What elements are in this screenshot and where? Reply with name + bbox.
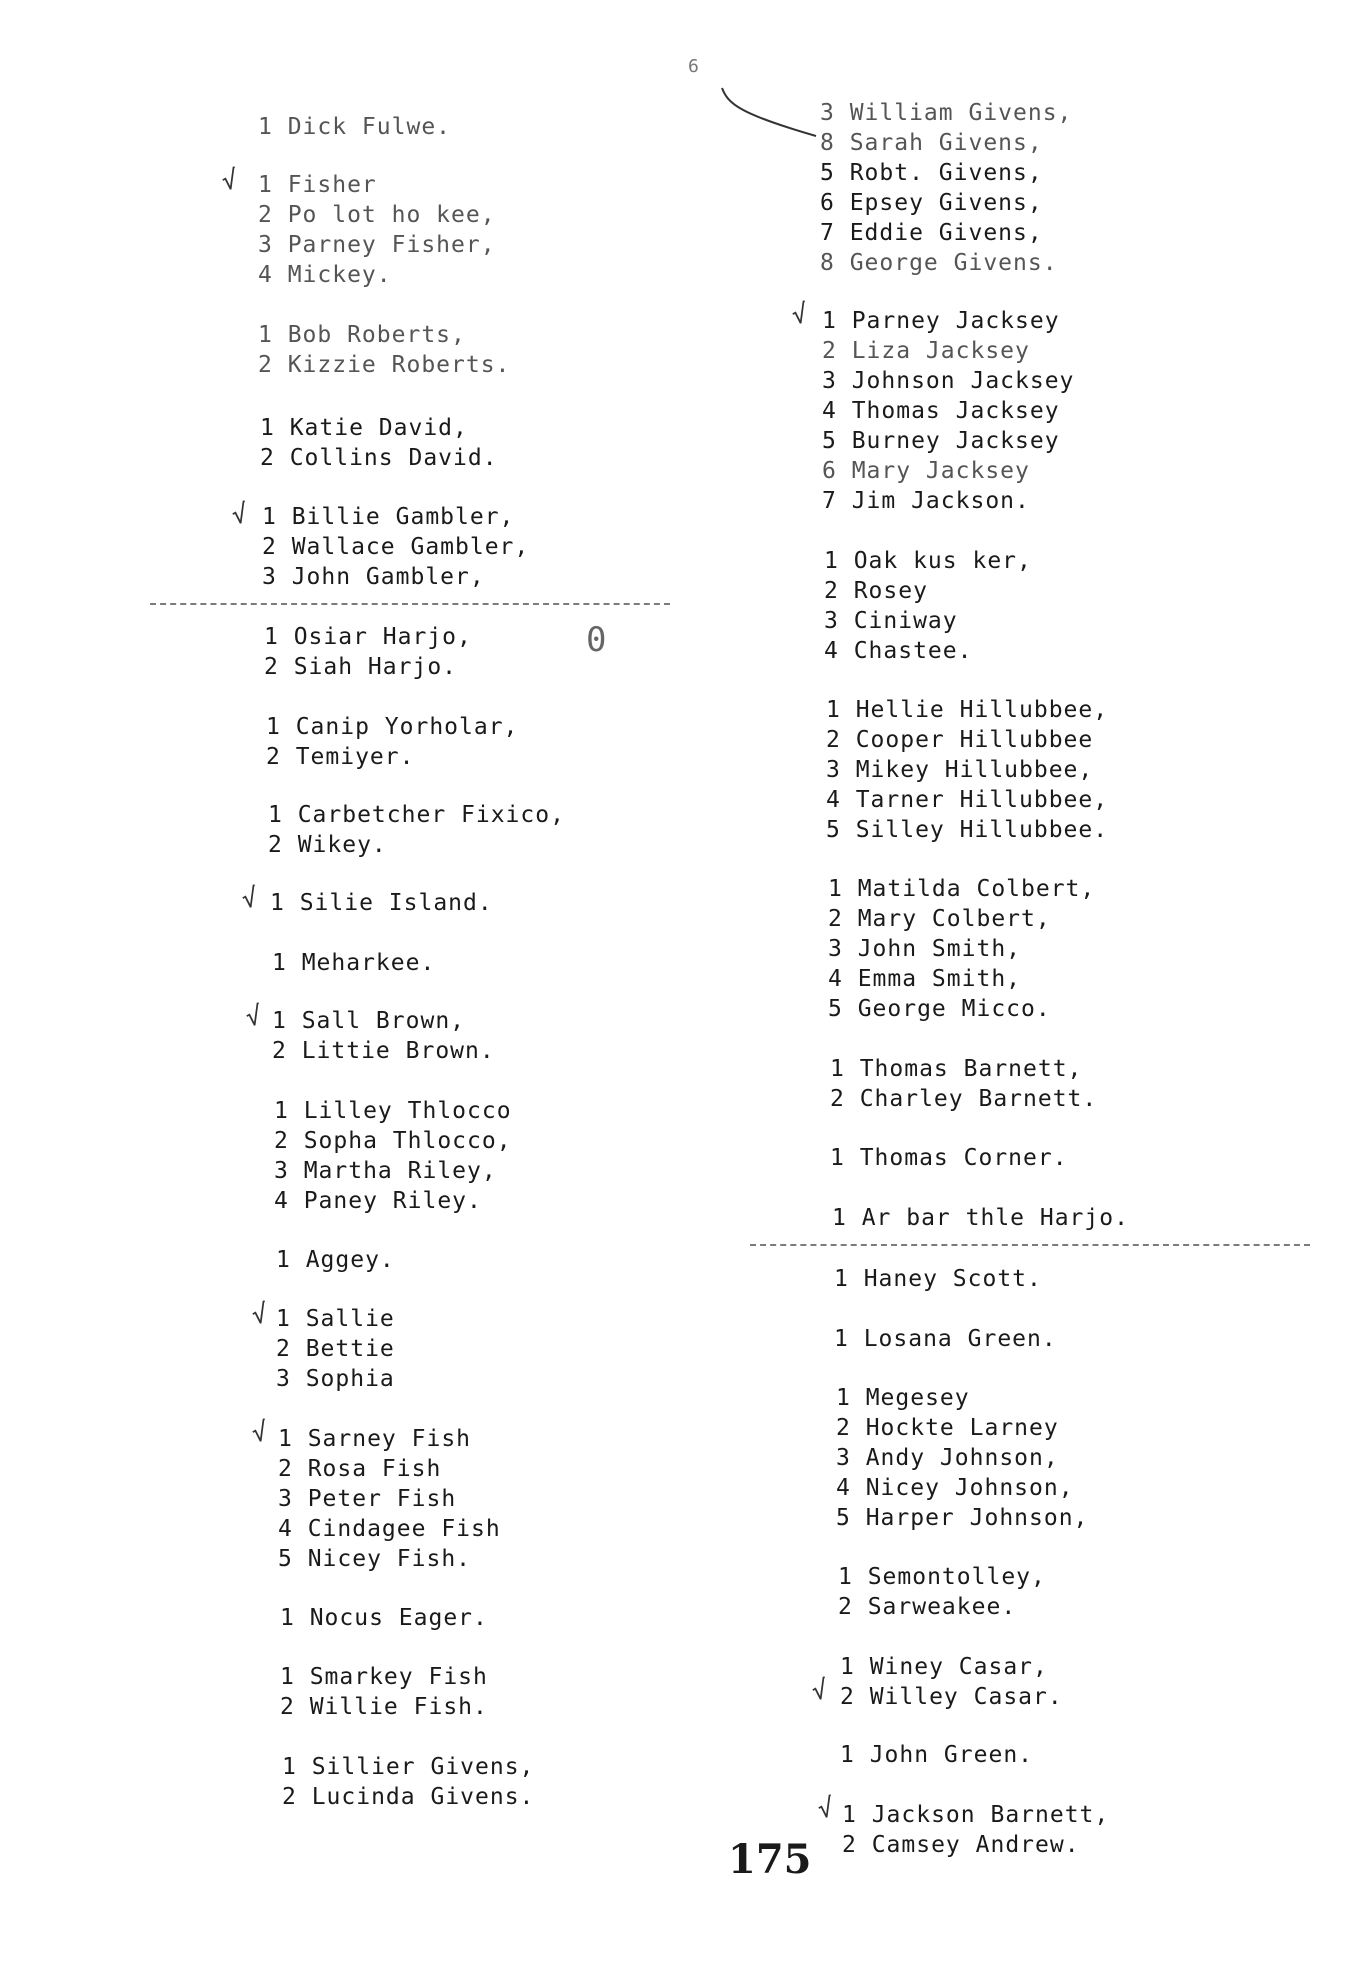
entry: 1 Sall Brown, [272, 1008, 466, 1034]
entry: 1 Aggey. [276, 1247, 395, 1273]
entry: 4 Paney Riley. [274, 1188, 482, 1214]
connector-line [720, 84, 830, 144]
entry: 6 Epsey Givens, [820, 190, 1043, 216]
entry: 4 Emma Smith, [828, 966, 1022, 992]
page-number: 175 [728, 1836, 812, 1883]
entry: 3 Mikey Hillubbee, [826, 757, 1094, 783]
entry: 2 Wikey. [268, 832, 387, 858]
entry: 3 Peter Fish [278, 1486, 457, 1512]
entry: 2 Collins David. [260, 445, 498, 471]
entry: 3 John Gambler, [262, 564, 485, 590]
check-mark: √ [243, 1000, 265, 1034]
entry: 1 Sillier Givens, [282, 1754, 535, 1780]
entry: 1 Lilley Thlocco [274, 1098, 512, 1124]
entry: 2 Temiyer. [266, 744, 415, 770]
entry: 5 Nicey Fish. [278, 1546, 472, 1572]
entry: 1 Ar bar thle Harjo. [832, 1205, 1129, 1231]
entry: 1 Parney Jacksey [822, 308, 1060, 334]
entry: 1 John Green. [840, 1742, 1034, 1768]
entry: 1 Canip Yorholar, [266, 714, 519, 740]
check-mark: √ [229, 498, 251, 532]
entry: 4 Tarner Hillubbee, [826, 787, 1109, 813]
entry: 1 Winey Casar, [840, 1654, 1048, 1680]
side-mark: 0 [586, 620, 607, 660]
entry: 2 Bettie [276, 1336, 395, 1362]
entry: 1 Sarney Fish [278, 1426, 472, 1452]
entry: 1 Megesey [836, 1385, 970, 1411]
entry: 1 Nocus Eager. [280, 1605, 488, 1631]
entry: 4 Nicey Johnson, [836, 1475, 1074, 1501]
entry: 3 Johnson Jacksey [822, 368, 1075, 394]
entry: 2 Rosa Fish [278, 1456, 442, 1482]
entry: 3 Parney Fisher, [258, 232, 496, 258]
entry: 5 Robt. Givens, [820, 160, 1043, 186]
entry: 2 Sopha Thlocco, [274, 1128, 512, 1154]
entry: 1 Semontolley, [838, 1564, 1046, 1590]
entry: 1 Sallie [276, 1306, 395, 1332]
entry: 2 Kizzie Roberts. [258, 352, 511, 378]
entry: 3 Sophia [276, 1366, 395, 1392]
entry: 2 Mary Colbert, [828, 906, 1051, 932]
entry: 4 Mickey. [258, 262, 392, 288]
entry: 3 Ciniway [824, 608, 958, 634]
entry: 1 Silie Island. [270, 890, 493, 916]
entry: 1 Fisher [258, 172, 377, 198]
entry: 4 Chastee. [824, 638, 973, 664]
entry: 2 Cooper Hillubbee [826, 727, 1094, 753]
entry: 4 Thomas Jacksey [822, 398, 1060, 424]
check-mark: √ [815, 1792, 837, 1826]
entry: 7 Eddie Givens, [820, 220, 1043, 246]
entry: 1 Bob Roberts, [258, 322, 466, 348]
divider-rule [750, 1244, 1310, 1246]
entry: 2 Camsey Andrew. [842, 1832, 1080, 1858]
check-mark: √ [219, 164, 241, 198]
entry: 2 Lucinda Givens. [282, 1784, 535, 1810]
entry: 1 Dick Fulwe. [258, 114, 452, 140]
entry: 1 Osiar Harjo, [264, 624, 472, 650]
entry: 2 Siah Harjo. [264, 654, 458, 680]
entry: 1 Jackson Barnett, [842, 1802, 1110, 1828]
entry: 1 Thomas Barnett, [830, 1056, 1083, 1082]
check-mark: √ [789, 298, 811, 332]
entry: 7 Jim Jackson. [822, 488, 1030, 514]
entry: 3 Martha Riley, [274, 1158, 497, 1184]
entry: 3 John Smith, [828, 936, 1022, 962]
entry: 2 Rosey [824, 578, 928, 604]
entry: 1 Oak kus ker, [824, 548, 1032, 574]
entry: 1 Katie David, [260, 415, 468, 441]
check-mark: √ [249, 1416, 271, 1450]
entry: 3 Andy Johnson, [836, 1445, 1059, 1471]
entry: 5 Silley Hillubbee. [826, 817, 1109, 843]
entry: 2 Charley Barnett. [830, 1086, 1098, 1112]
entry: 5 George Micco. [828, 996, 1051, 1022]
entry: 1 Carbetcher Fixico, [268, 802, 565, 828]
entry: 2 Sarweakee. [838, 1594, 1017, 1620]
entry: 2 Wallace Gambler, [262, 534, 530, 560]
entry: 1 Losana Green. [834, 1326, 1057, 1352]
entry: 2 Po lot ho kee, [258, 202, 496, 228]
entry: 2 Willie Fish. [280, 1694, 488, 1720]
divider-rule [150, 603, 670, 605]
entry: 5 Harper Johnson, [836, 1505, 1089, 1531]
check-mark: √ [249, 1298, 271, 1332]
entry: 1 Haney Scott. [834, 1266, 1042, 1292]
entry: 1 Meharkee. [272, 950, 436, 976]
entry: 2 Littie Brown. [272, 1038, 495, 1064]
page-marker-top: 6 [688, 56, 699, 77]
entry: 4 Cindagee Fish [278, 1516, 501, 1542]
entry: 1 Billie Gambler, [262, 504, 515, 530]
entry: 2 Hockte Larney [836, 1415, 1059, 1441]
entry: 8 Sarah Givens, [820, 130, 1043, 156]
entry: 2 Liza Jacksey [822, 338, 1030, 364]
entry: 6 Mary Jacksey [822, 458, 1030, 484]
entry: 1 Smarkey Fish [280, 1664, 488, 1690]
check-mark: √ [239, 882, 261, 916]
entry: 2 Willey Casar. [840, 1684, 1063, 1710]
entry: 1 Matilda Colbert, [828, 876, 1096, 902]
entry: 1 Thomas Corner. [830, 1145, 1068, 1171]
entry: 3 William Givens, [820, 100, 1073, 126]
check-mark: √ [809, 1674, 831, 1708]
entry: 1 Hellie Hillubbee, [826, 697, 1109, 723]
entry: 8 George Givens. [820, 250, 1058, 276]
entry: 5 Burney Jacksey [822, 428, 1060, 454]
